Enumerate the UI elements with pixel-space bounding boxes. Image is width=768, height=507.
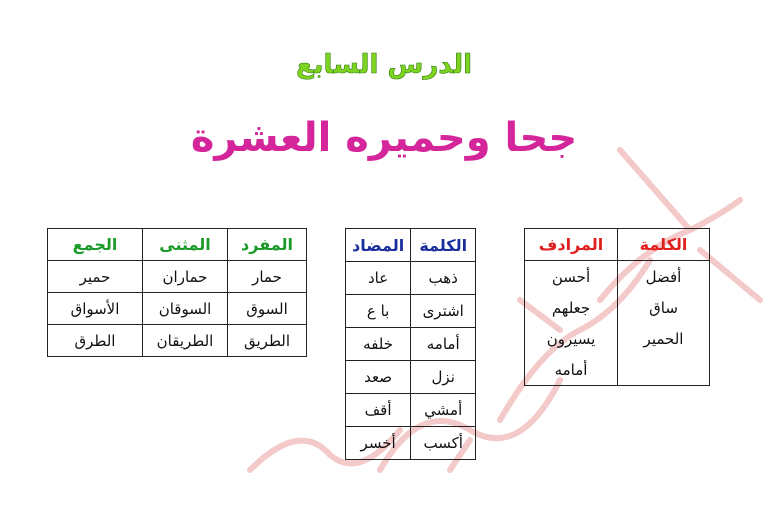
table-cell: أخسر [346,427,411,460]
table-cell: نزل [411,361,476,394]
table-row [346,394,476,427]
table-cell: صعد [346,361,411,394]
table-cell [618,354,710,386]
table-row [525,261,710,293]
header-antonym: المضاد [346,229,411,262]
table-header-row [525,229,710,261]
table-header-row [48,229,307,261]
table-row [346,427,476,460]
table-cell: السوق [228,293,307,325]
table-row [48,261,307,293]
table-cell: با ع [346,295,411,328]
table-row [346,328,476,361]
table-cell: أفضل [618,261,710,293]
table-cell: أحسن [525,261,618,293]
table-cell: السوقان [143,293,228,325]
table-cell: الحمير [618,323,710,354]
table-cell: يسيرون [525,323,618,354]
plurals-table [47,228,307,357]
table-cell: اشترى [411,295,476,328]
synonyms-table [524,228,710,386]
table-row [48,325,307,357]
header-singular: المفرد [228,229,307,261]
lesson-title: جحا وحميره العشرة [190,115,578,161]
table-cell: حمير [48,261,143,293]
table-header-row [346,229,476,262]
table-cell: أكسب [411,427,476,460]
header-word: الكلمة [618,229,710,261]
header-plural: الجمع [48,229,143,261]
table-row [346,295,476,328]
table-cell: الطريقان [143,325,228,357]
table-cell: أمامه [525,354,618,386]
table-row [525,292,710,323]
header-word: الكلمة [411,229,476,262]
table-row [346,262,476,295]
table-cell: خلفه [346,328,411,361]
table-row [525,323,710,354]
table-cell: الطرق [48,325,143,357]
table-cell: أمشي [411,394,476,427]
header-dual: المثنى [143,229,228,261]
table-row [346,361,476,394]
table-cell: أقف [346,394,411,427]
antonyms-table [345,228,476,460]
table-cell: الأسواق [48,293,143,325]
table-cell: الطريق [228,325,307,357]
table-cell: حمار [228,261,307,293]
table-cell: ساق [618,292,710,323]
table-row [525,354,710,386]
table-cell: عاد [346,262,411,295]
table-cell: ذهب [411,262,476,295]
table-cell: حماران [143,261,228,293]
lesson-label: الدرس السابع [295,50,472,80]
table-row [48,293,307,325]
table-cell: أمامه [411,328,476,361]
table-cell: جعلهم [525,292,618,323]
header-synonym: المرادف [525,229,618,261]
